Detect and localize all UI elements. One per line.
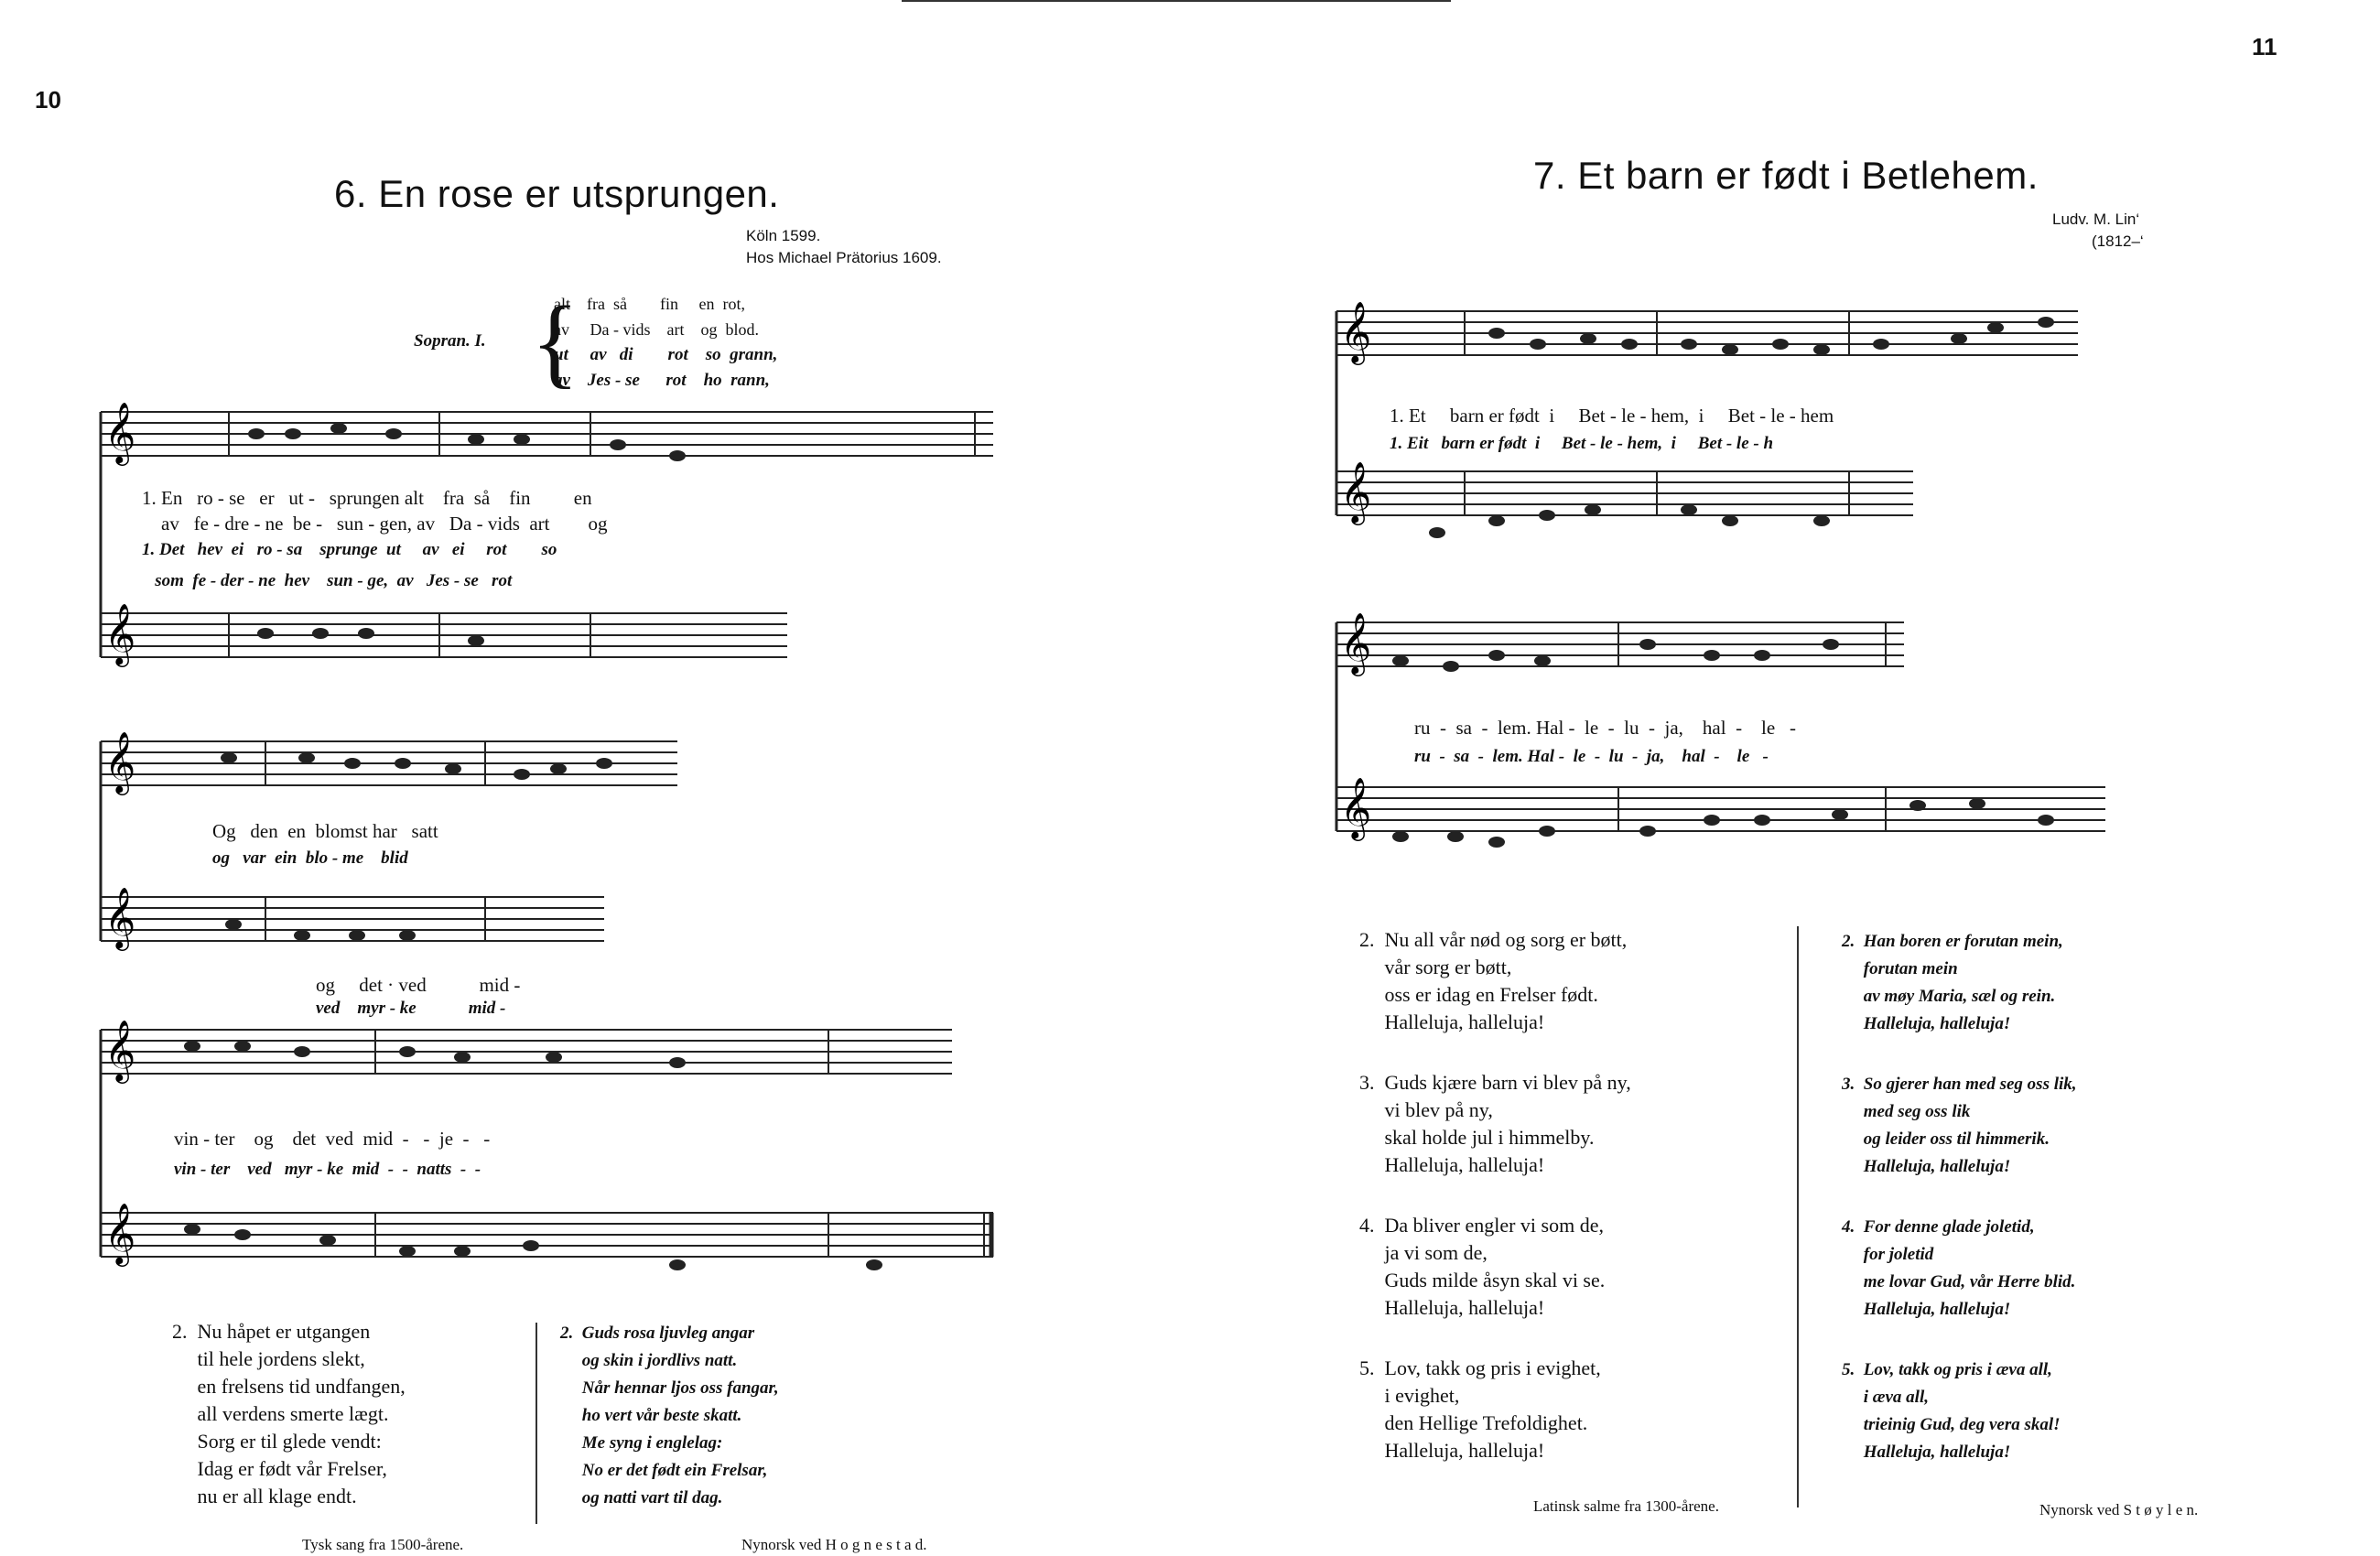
verse-line: 2. Guds rosa ljuvleg angar [560, 1324, 755, 1343]
verse-block [1842, 1214, 2077, 1324]
top-rule [902, 0, 1451, 2]
credit-hognestad: Nynorsk ved H o g n e s t a d. [741, 1536, 927, 1553]
svg-text:𝄞: 𝄞 [104, 730, 136, 793]
svg-text:𝄞: 𝄞 [104, 602, 136, 665]
verse-line: 4. For denne glade joletid, [1842, 1217, 2035, 1237]
soprano-lyrics [554, 291, 777, 394]
lyric-line: 1. Det hev ei ro - sa sprunge ut av ei rot so [142, 540, 557, 559]
lyric-line: 1. Eit barn er født i Bet - le - hem, i Bet - le - h [1390, 434, 1774, 453]
verse-line: Når hennar ljos oss fangar, [560, 1378, 779, 1398]
lyric-line: som fe - der - ne hev sun - ge, av Jes - se rot [142, 571, 513, 590]
svg-text:𝄞: 𝄞 [1340, 611, 1372, 674]
composer-line-1: Ludv. M. Lin‘ [2052, 211, 2140, 228]
verse-line: 3. Guds kjære barn vi blev på ny, [1359, 1071, 1631, 1094]
verse-nb-left [172, 1318, 406, 1510]
verse-divider-right [1797, 926, 1799, 1507]
page-number-right: 11 [2252, 33, 2277, 60]
verse-block [1842, 928, 2077, 1038]
verse-line: vår sorg er bøtt, [1359, 956, 1512, 978]
verse-line: 4. Da bliver engler vi som de, [1359, 1214, 1604, 1237]
verse-line: for joletid [1842, 1245, 1934, 1264]
verse-line: Me syng i englelag: [560, 1433, 723, 1453]
verse-nn-left [560, 1320, 779, 1512]
verse-line: Halleluja, halleluja! [1359, 1439, 1545, 1462]
credit-latinsk: Latinsk salme fra 1300-årene. [1533, 1497, 1719, 1515]
svg-text:𝄞: 𝄞 [104, 401, 136, 463]
lyric-line: Og den en blomst har satt [212, 820, 438, 842]
lyrics-right-system2 [1414, 712, 1796, 771]
lyric-line: ru - sa - lem. Hal - le - lu - ja, hal - le - [1414, 717, 1796, 739]
verse-line: med seg oss lik [1842, 1102, 1971, 1121]
verse-line: Halleluja, halleluja! [1842, 1157, 2011, 1176]
composer-line-2: (1812–‘ [2092, 232, 2144, 250]
verse-block [1842, 1071, 2077, 1181]
verse-line: skal holde jul i himmelby. [1359, 1126, 1595, 1149]
verse-line: vi blev på ny, [1359, 1098, 1493, 1121]
verse-line: Halleluja, halleluja! [1359, 1153, 1545, 1176]
svg-text:𝄞: 𝄞 [104, 886, 136, 948]
verse-line: 2. Nu håpet er utgangen [172, 1320, 371, 1343]
verse-divider-left [536, 1323, 537, 1524]
verse-block [1359, 1212, 1631, 1322]
lyric-line: ved myr - ke mid - [316, 999, 506, 1018]
svg-text:𝄞: 𝄞 [1340, 300, 1372, 362]
verse-line: oss er idag en Frelser født. [1359, 983, 1598, 1006]
credit-stoylen: Nynorsk ved S t ø y l e n. [2039, 1501, 2199, 1518]
lyric-line: 1. En ro - se er ut - sprungen alt fra så fin en [142, 487, 592, 509]
verse-line: ja vi som de, [1359, 1241, 1488, 1264]
verse-line: nu er all klage endt. [172, 1485, 357, 1507]
verse-line: Guds milde åsyn skal vi se. [1359, 1269, 1606, 1291]
verse-line: til hele jordens slekt, [172, 1347, 365, 1370]
verse-line: trieinig Gud, deg vera skal! [1842, 1415, 2061, 1434]
lyric-line: 1. Et barn er født i Bet - le - hem, i Bet - le - hem [1390, 405, 1834, 427]
hymn-title-7: 7. Et barn er født i Betlehem. [1533, 154, 2039, 197]
verse-line: i evighet, [1359, 1384, 1460, 1407]
lyric-line: og var ein blo - me blid [212, 848, 408, 868]
lyric-line: og det · ved mid - [316, 974, 521, 996]
verse-block [1359, 926, 1631, 1036]
soprano-line: av Jes - se rot ho rann, [554, 371, 770, 390]
soprano-line: alt fra så fin en rot, [554, 295, 745, 313]
verse-line: me lovar Gud, vår Herre blid. [1842, 1272, 2076, 1291]
svg-text:𝄞: 𝄞 [104, 1019, 136, 1081]
lyrics-left-system3 [174, 1121, 490, 1183]
verse-line: Halleluja, halleluja! [1842, 1300, 2011, 1319]
verses-nb-right [1359, 926, 1631, 1464]
lyrics-left-system2-lower [316, 973, 520, 1021]
lyrics-left-system2 [212, 817, 438, 872]
source-line-2: Hos Michael Prätorius 1609. [746, 249, 942, 266]
verse-line: Halleluja, halleluja! [1842, 1014, 2011, 1033]
verse-block [1842, 1356, 2077, 1466]
svg-text:𝄞: 𝄞 [1340, 776, 1372, 838]
verse-line: 2. Han boren er forutan mein, [1842, 932, 2063, 951]
verse-line: Halleluja, halleluja! [1359, 1296, 1545, 1319]
svg-text:𝄞: 𝄞 [104, 1202, 136, 1264]
lyric-line: ru - sa - lem. Hal - le - lu - ja, hal - le - [1414, 747, 1769, 766]
verse-line: 5. Lov, takk og pris i æva all, [1842, 1360, 2052, 1379]
svg-text:𝄞: 𝄞 [1340, 460, 1372, 523]
verse-line: og leider oss til himmerik. [1842, 1129, 2050, 1149]
verse-line: og natti vart til dag. [560, 1488, 723, 1507]
verse-block [1359, 1069, 1631, 1179]
hymn-title-6: 6. En rose er utsprungen. [334, 172, 780, 215]
verse-line: Halleluja, halleluja! [1842, 1443, 2011, 1462]
credit-tysk: Tysk sang fra 1500-årene. [302, 1536, 464, 1553]
verse-line: 3. So gjerer han med seg oss lik, [1842, 1075, 2077, 1094]
lyrics-left-system1 [142, 485, 608, 599]
verse-line: i æva all, [1842, 1388, 1929, 1407]
verse-line: 2. Nu all vår nød og sorg er bøtt, [1359, 928, 1628, 951]
soprano-line: ut av di rot so grann, [554, 345, 778, 364]
verse-line: den Hellige Trefoldighet. [1359, 1411, 1588, 1434]
verse-line: No er det født ein Frelsar, [560, 1461, 768, 1480]
lyrics-right-system1 [1390, 401, 1834, 458]
verse-line: Halleluja, halleluja! [1359, 1010, 1545, 1033]
lyric-line: vin - ter og det ved mid - - je - - [174, 1128, 491, 1150]
page-number-left: 10 [35, 86, 61, 113]
verse-line: ho vert vår beste skatt. [560, 1406, 742, 1425]
soprano-line: av Da - vids art og blod. [554, 320, 759, 339]
verse-line: Idag er født vår Frelser, [172, 1457, 387, 1480]
soprano-brace: { [531, 286, 579, 397]
verse-line: 5. Lov, takk og pris i evighet, [1359, 1356, 1601, 1379]
verse-line: en frelsens tid undfangen, [172, 1375, 406, 1398]
verse-line: all verdens smerte lægt. [172, 1402, 389, 1425]
soprano-label: Sopran. I. [414, 331, 486, 351]
source-line-1: Köln 1599. [746, 227, 821, 244]
verse-block [1359, 1355, 1631, 1464]
verse-line: av møy Maria, sæl og rein. [1842, 987, 2056, 1006]
lyric-line: av fe - dre - ne be - sun - gen, av Da - vids art og [142, 513, 608, 535]
verses-nn-right [1842, 928, 2077, 1466]
lyric-line: vin - ter ved myr - ke mid - - natts - - [174, 1160, 481, 1179]
verse-line: og skin i jordlivs natt. [560, 1351, 738, 1370]
verse-line: forutan mein [1842, 959, 1958, 978]
verse-line: Sorg er til glede vendt: [172, 1430, 382, 1453]
